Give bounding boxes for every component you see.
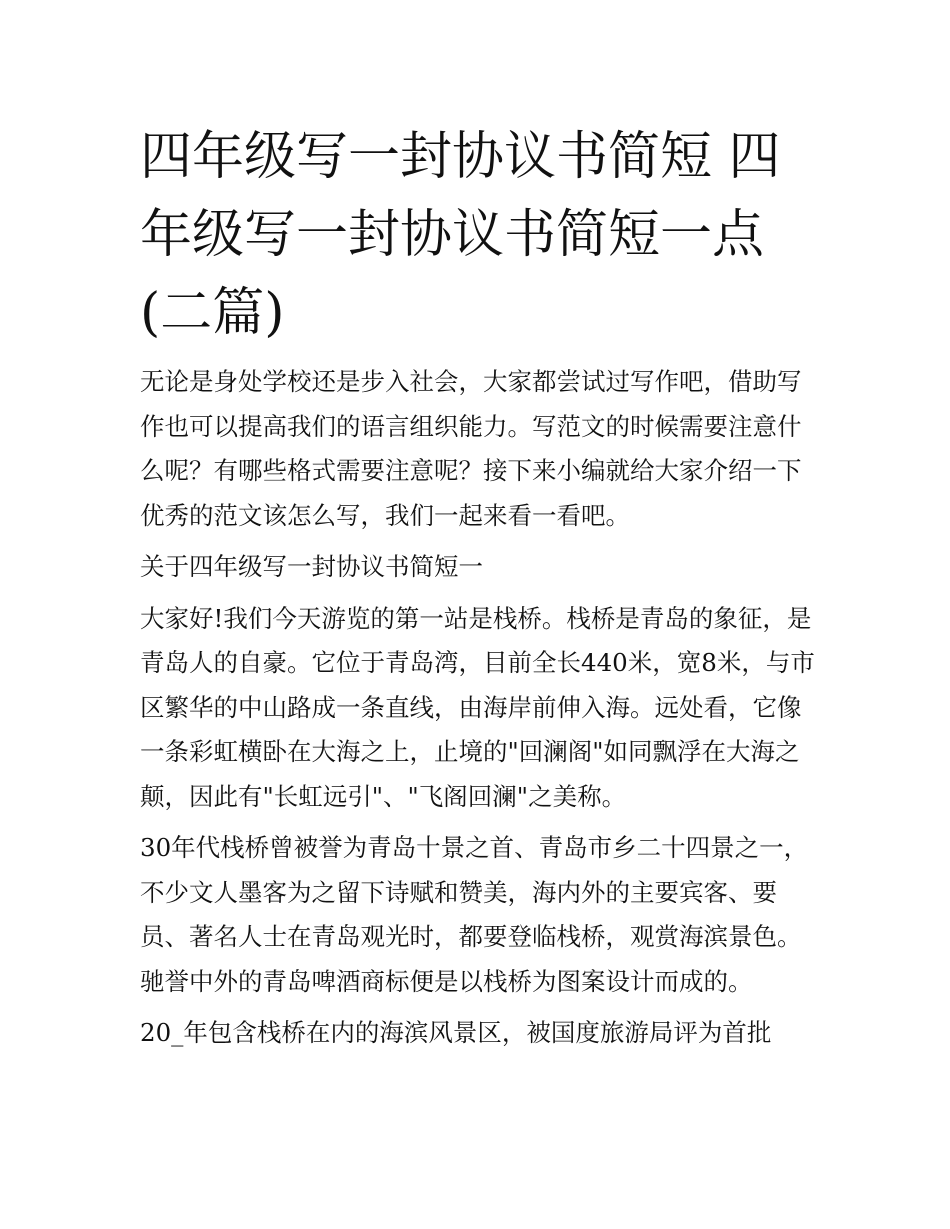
- section-heading: 关于四年级写一封协议书简短一: [140, 552, 483, 581]
- document-body: [140, 360, 820, 1063]
- intro-paragraph: 无论是身处学校还是步入社会，大家都尝试过写作吧，借助写作也可以提高我们的语言组织能力。写范文的时候需要注意什么呢？有哪些格式需要注意呢？接下来小编就给大家介绍一下优秀的范文该怎么写，我们一起来看一看吧。: [140, 367, 802, 530]
- body-paragraph-3: 20_年包含栈桥在内的海滨风景区，被国度旅游局评为首批: [140, 1018, 772, 1047]
- body-paragraph-2: 30年代栈桥曾被誉为青岛十景之首、青岛市乡二十四景之一，不少文人墨客为之留下诗赋和赞美，海内外的主要宾客、要员、著名人士在青岛观光时，都要登临栈桥，观赏海滨景色。驰誉中外的青岛啤酒商标便是以栈桥为图案设计而成的。: [140, 833, 809, 996]
- body-paragraph-1: 大家好!我们今天游览的第一站是栈桥。栈桥是青岛的象征，是青岛人的自豪。它位于青岛湾，目前全长440米，宽8米，与市区繁华的中山路成一条直线，由海岸前伸入海。远处看，它像一条彩虹横卧在大海之上，止境的"回澜阁"如同飘浮在大海之颠，因此有"长虹远引"、"飞阁回澜"之美称。: [140, 603, 815, 811]
- document-title: 四年级写一封协议书简短 四年级写一封协议书简短一点(二篇): [140, 127, 781, 343]
